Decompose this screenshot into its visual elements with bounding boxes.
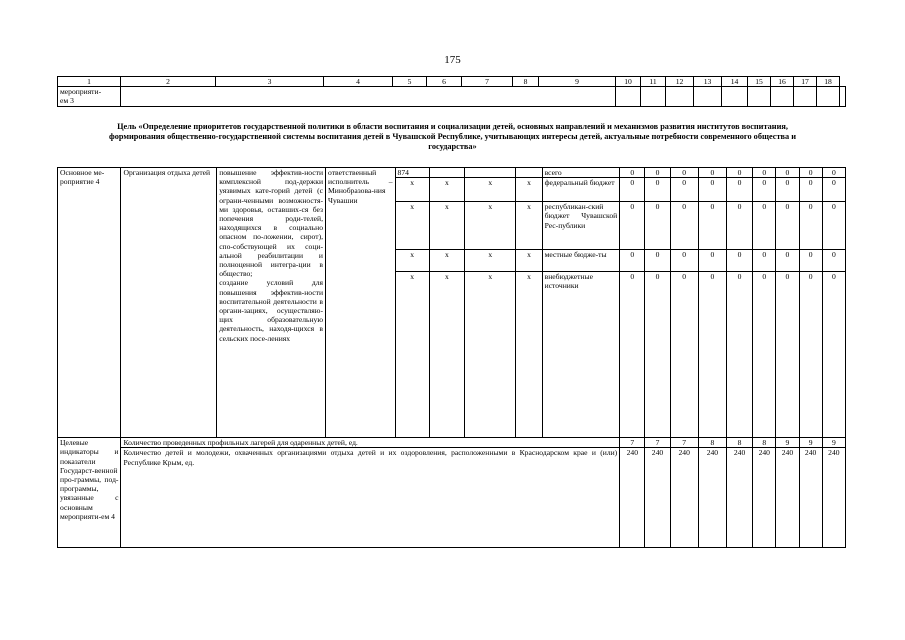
- funding-source: федеральный бюджет: [542, 178, 620, 202]
- value-cell: 0: [620, 202, 645, 250]
- value-cell: 0: [822, 202, 845, 250]
- indicator-text: Количество детей и молодежи, охваченных организациями отдыха детей и их оздоровления, расположенными в Краснодарском крае и (или) Республике Крым, ед.: [121, 448, 620, 548]
- value-cell: 0: [620, 272, 645, 438]
- indicator-value: 240: [670, 448, 698, 548]
- column-number-cell: 7: [462, 77, 513, 87]
- indicator-value: 9: [776, 438, 799, 448]
- code-cell: x: [516, 272, 542, 438]
- value-cell: 0: [645, 272, 670, 438]
- value-cell: 0: [670, 178, 698, 202]
- value-cell: 0: [776, 202, 799, 250]
- code-cell: x: [429, 272, 464, 438]
- value-cell: 0: [753, 272, 776, 438]
- indicator-text: Количество проведенных профильных лагерей для одаренных детей, ед.: [121, 438, 620, 448]
- column-number-cell: 3: [216, 77, 324, 87]
- value-cell: 0: [670, 168, 698, 178]
- indicator-value: 7: [645, 438, 670, 448]
- indicator-value: 8: [726, 438, 752, 448]
- indicator-value: 240: [776, 448, 799, 548]
- code-cell: x: [429, 202, 464, 250]
- value-cell: 0: [645, 202, 670, 250]
- value-cell: 0: [670, 272, 698, 438]
- column-number-cell: 5: [393, 77, 427, 87]
- indicator-value: 7: [620, 438, 645, 448]
- funding-source: республикан-ский бюджет Чувашской Рес-публики: [542, 202, 620, 250]
- value-cell: 0: [698, 178, 726, 202]
- column-number-cell: 11: [641, 77, 666, 87]
- indicator-row: [58, 438, 846, 448]
- indicator-value: 8: [698, 438, 726, 448]
- code-cell: x: [516, 250, 542, 272]
- value-cell: 0: [670, 202, 698, 250]
- continued-label: мероприяти- ем 3: [58, 87, 121, 106]
- code-cell: [516, 168, 542, 178]
- value-cell: 0: [753, 250, 776, 272]
- value-cell: 0: [753, 178, 776, 202]
- value-cell: 0: [799, 168, 822, 178]
- value-cell: 0: [799, 202, 822, 250]
- indicator-value: 240: [726, 448, 752, 548]
- value-cell: 0: [698, 272, 726, 438]
- indicator-value: 9: [799, 438, 822, 448]
- value-cell: 0: [726, 178, 752, 202]
- column-number-row: [58, 77, 846, 87]
- column-number-cell: 2: [121, 77, 216, 87]
- main-event-table: [57, 167, 846, 548]
- column-number-cell: 15: [748, 77, 771, 87]
- code-cell: x: [395, 250, 429, 272]
- main-event-label: Основное ме- роприятие 4: [58, 168, 121, 438]
- column-number-cell: 16: [771, 77, 794, 87]
- code-cell: x: [516, 178, 542, 202]
- code-cell: x: [465, 202, 516, 250]
- indicator-value: 7: [670, 438, 698, 448]
- column-number-cell: 18: [817, 77, 840, 87]
- value-cell: 0: [776, 250, 799, 272]
- value-cell: 0: [698, 250, 726, 272]
- indicator-value: 240: [753, 448, 776, 548]
- indicator-value: 240: [698, 448, 726, 548]
- value-cell: 0: [726, 272, 752, 438]
- value-cell: 0: [620, 168, 645, 178]
- value-cell: 0: [620, 178, 645, 202]
- indicator-value: 240: [645, 448, 670, 548]
- value-cell: 0: [822, 178, 845, 202]
- column-number-cell: 9: [539, 77, 616, 87]
- value-cell: 0: [698, 168, 726, 178]
- code-cell: x: [429, 178, 464, 202]
- code-cell: x: [395, 178, 429, 202]
- code-cell: [429, 168, 464, 178]
- page-number: 175: [444, 54, 461, 66]
- column-number-cell: 4: [324, 77, 393, 87]
- value-cell: 0: [645, 250, 670, 272]
- budget-code: 874: [395, 168, 429, 178]
- value-cell: 0: [670, 250, 698, 272]
- code-cell: x: [465, 250, 516, 272]
- code-cell: x: [465, 178, 516, 202]
- value-cell: 0: [799, 178, 822, 202]
- code-cell: x: [465, 272, 516, 438]
- column-number-cell: 17: [794, 77, 817, 87]
- value-cell: 0: [620, 250, 645, 272]
- value-cell: 0: [726, 168, 752, 178]
- value-cell: 0: [822, 250, 845, 272]
- code-cell: x: [395, 272, 429, 438]
- column-number-cell: 10: [616, 77, 641, 87]
- funding-source: внебюджетные источники: [542, 272, 620, 438]
- column-number-cell: 8: [513, 77, 539, 87]
- value-cell: 0: [822, 168, 845, 178]
- value-cell: 0: [753, 168, 776, 178]
- value-cell: 0: [776, 178, 799, 202]
- code-cell: x: [429, 250, 464, 272]
- header-table: [57, 76, 846, 107]
- value-cell: 0: [776, 272, 799, 438]
- column-number-cell: 14: [722, 77, 748, 87]
- indicator-value: 240: [822, 448, 845, 548]
- column-number-cell: 6: [427, 77, 462, 87]
- indicator-row: [58, 448, 846, 548]
- value-cell: 0: [799, 250, 822, 272]
- code-cell: x: [395, 202, 429, 250]
- funding-source: местные бюдже-ты: [542, 250, 620, 272]
- indicator-value: 240: [799, 448, 822, 548]
- column-number-cell: 13: [694, 77, 722, 87]
- value-cell: 0: [822, 272, 845, 438]
- funding-row: [58, 168, 846, 178]
- indicator-value: 8: [753, 438, 776, 448]
- indicator-value: 240: [620, 448, 645, 548]
- column-number-cell: 1: [58, 77, 121, 87]
- main-event-description: повышение эффектив-ности комплексной под-держки уязвимых кате-горий детей (с ограни-ченными возможностя-ми здоровья, оставших-ся без попечения роди-телей, находящихся в социально опасном по-ложении, сирот), спо-собствующей их соци-альной реабилитации и полноценной интегра-ции в общество; создание условий для повышения эффектив-ности воспитательной деятельности в органи-зациях, осуществляю-щих образовательную деятельность, находя-щихся в сельских посе-лениях: [217, 168, 326, 438]
- code-cell: [465, 168, 516, 178]
- goal-heading: Цель «Определение приоритетов государственной политики в области воспитания и социализации детей, основных направлений и механизмов развития институтов воспитания, формирования общественно-государственной системы воспитания детей в Чувашской Республике, учитывающих интересы детей, актуальные потребности современного общества и государства»: [108, 122, 797, 151]
- value-cell: 0: [645, 168, 670, 178]
- continued-row: [58, 87, 846, 106]
- value-cell: 0: [799, 272, 822, 438]
- value-cell: 0: [753, 202, 776, 250]
- value-cell: 0: [698, 202, 726, 250]
- value-cell: 0: [726, 202, 752, 250]
- main-event-name: Организация отдыха детей: [121, 168, 217, 438]
- value-cell: 0: [645, 178, 670, 202]
- indicator-label: Целевые индикаторы и показатели Государст-венной про-граммы, под-программы, увязанные с основным мероприяти-ем 4: [58, 438, 121, 548]
- responsible-executor: ответственный исполнитель – Минобразова-ния Чувашии: [326, 168, 396, 438]
- value-cell: 0: [776, 168, 799, 178]
- column-number-cell: 12: [666, 77, 694, 87]
- indicator-value: 9: [822, 438, 845, 448]
- value-cell: 0: [726, 250, 752, 272]
- funding-source: всего: [542, 168, 620, 178]
- code-cell: x: [516, 202, 542, 250]
